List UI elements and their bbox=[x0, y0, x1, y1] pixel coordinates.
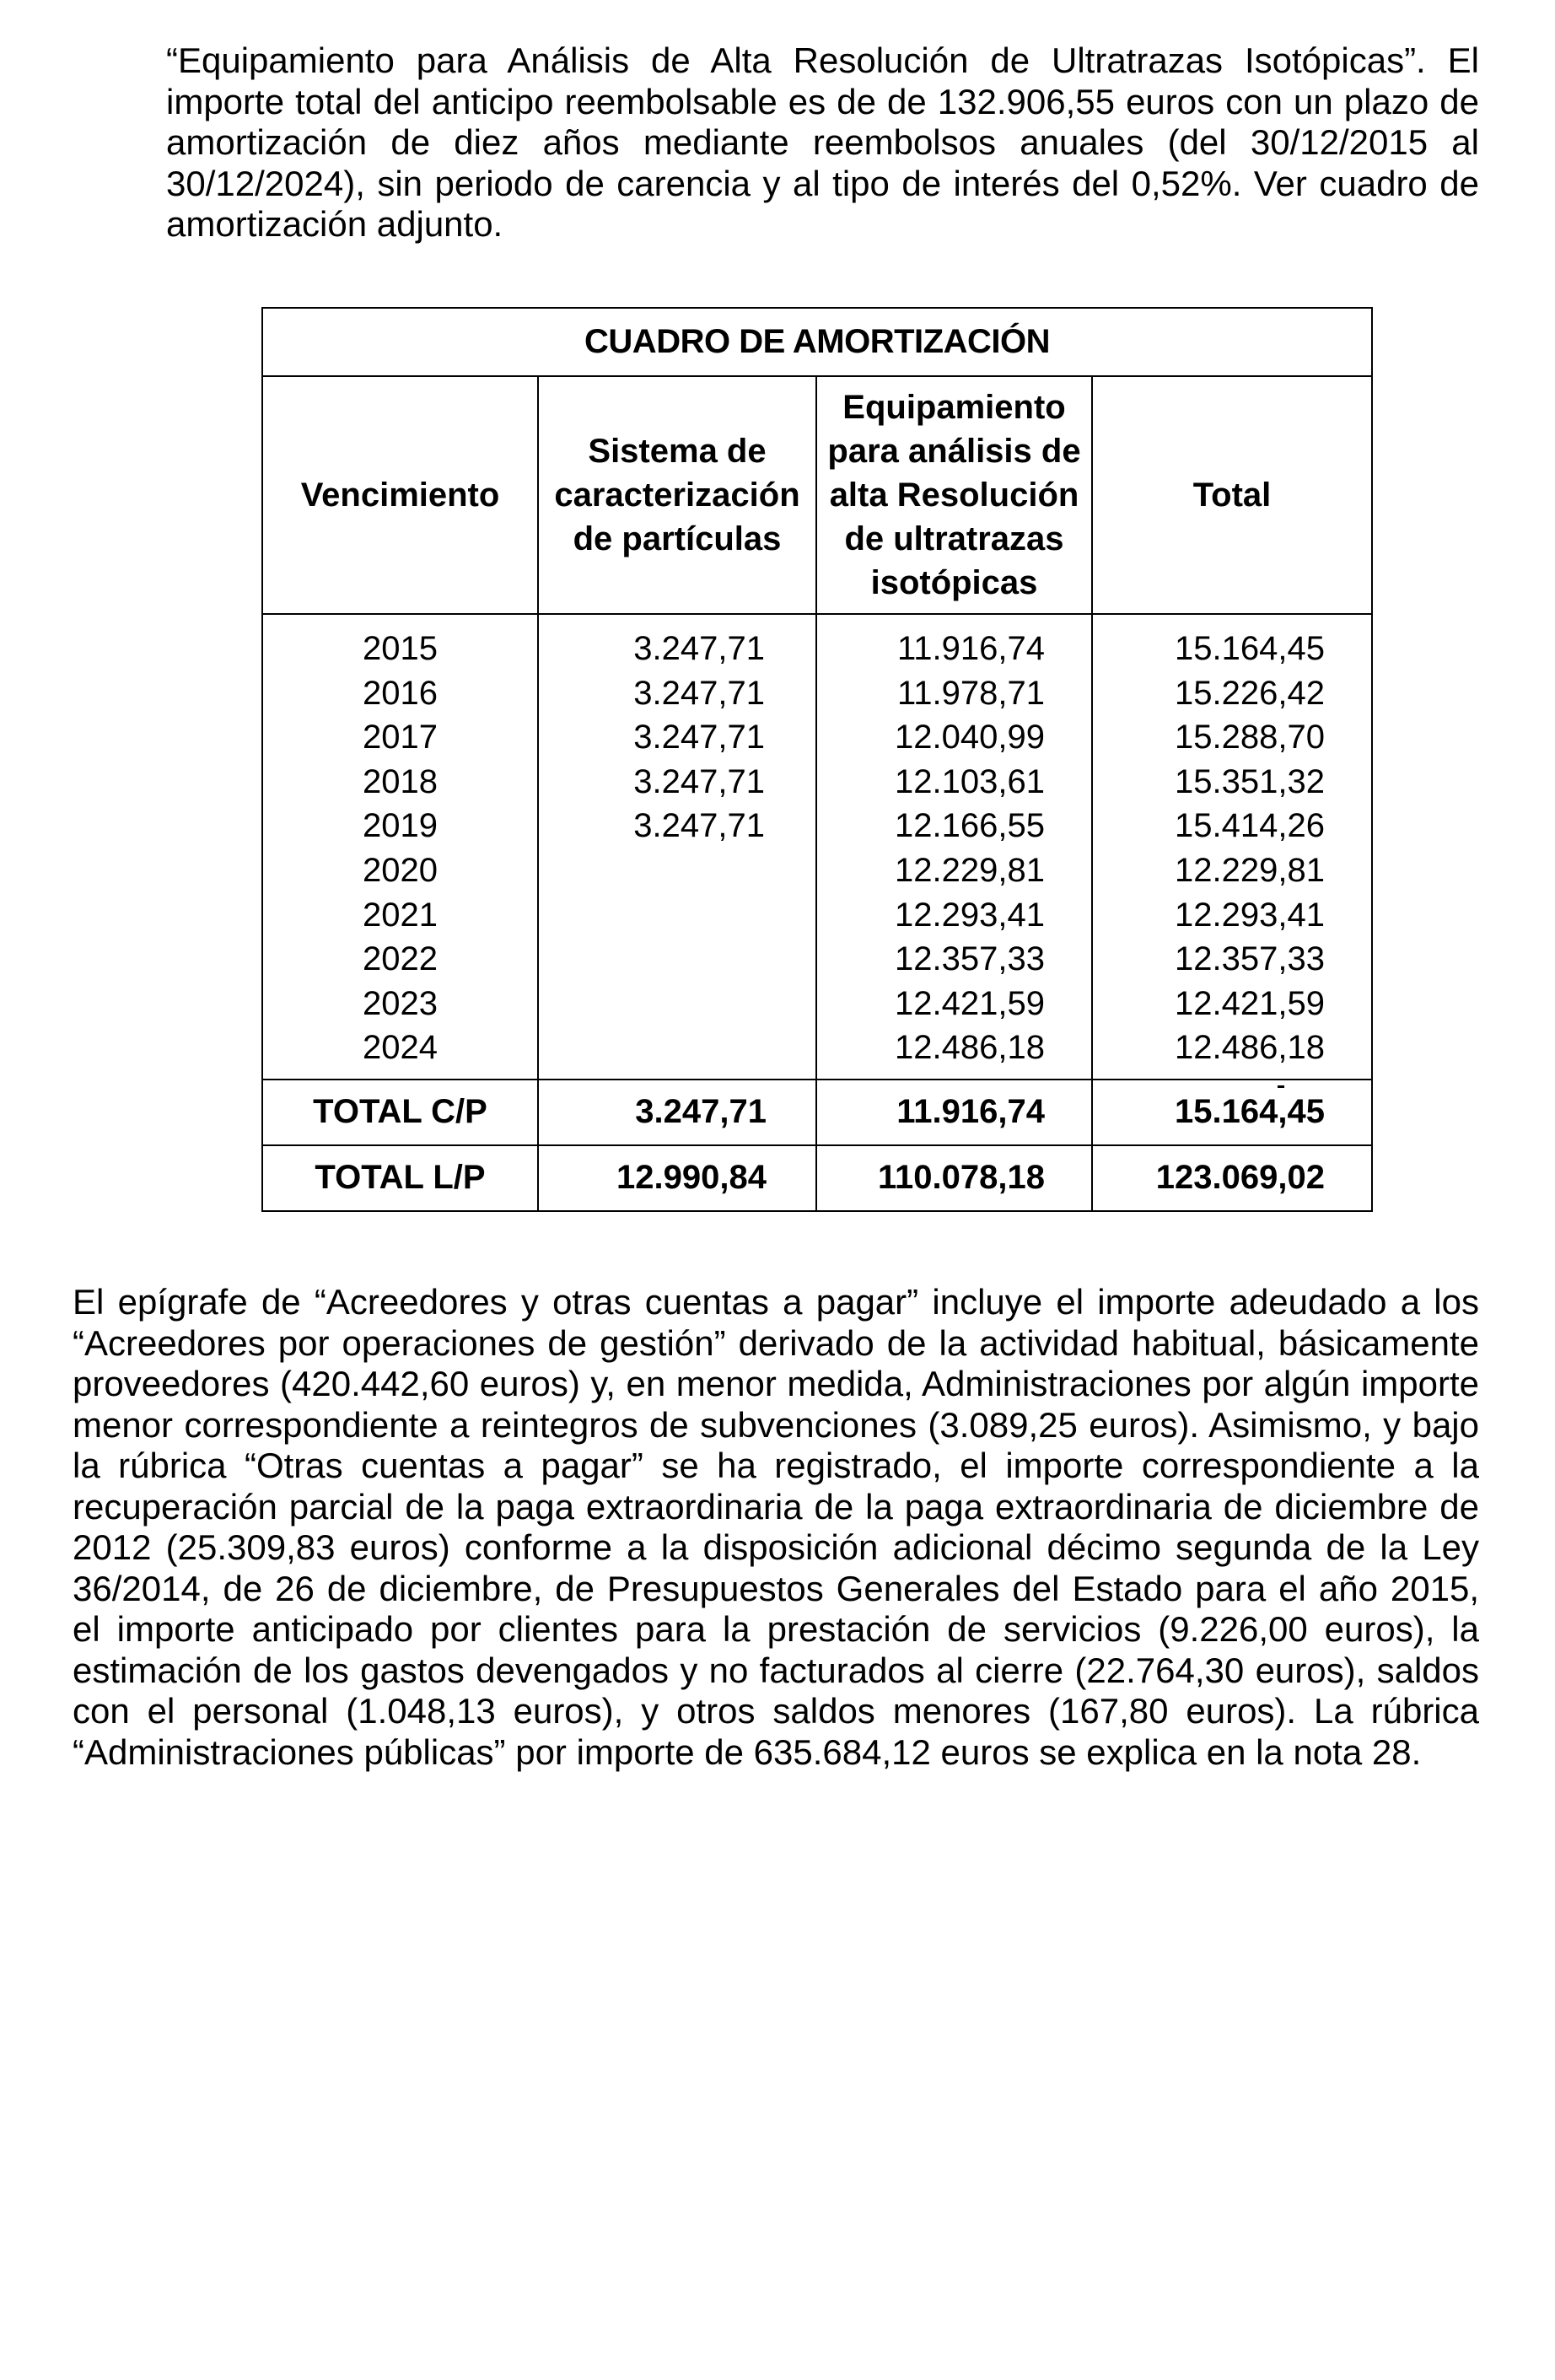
total-lp-row bbox=[262, 1145, 1372, 1211]
intro-paragraph: “Equipamiento para Análisis de Alta Resolución de Ultratrazas Isotópicas”. El importe total del anticipo reembolsable es de de 132.906,55 euros con un plazo de amortización de diez años mediante reembolsos anuales (del 30/12/2015 al 30/12/2024), sin periodo de carencia y al tipo de interés del 0,52%. Ver cuadro de amortización adjunto. bbox=[166, 40, 1479, 244]
body-paragraph: El epígrafe de “Acreedores y otras cuentas a pagar” incluye el importe adeudado a los “Acreedores por operaciones de gestión” derivado de la actividad habitual, básicamente proveedores (420.442,60 euros) y, en menor medida, Administraciones por algún importe menor correspondiente a reintegros de subvenciones (3.089,25 euros). Asimismo, y bajo la rúbrica “Otras cuentas a pagar” se ha registrado, el importe correspondiente a la recuperación parcial de la paga extraordinaria de la paga extraordinaria de diciembre de 2012 (25.309,83 euros) conforme a la disposición adicional décimo segunda de la Ley 36/2014, de 26 de diciembre, de Presupuestos Generales del Estado para el año 2015, el importe anticipado por clientes para la prestación de servicios (9.226,00 euros), la estimación de los gastos devengados y no facturados al cierre (22.764,30 euros), saldos con el personal (1.048,13 euros), y otros saldos menores (167,80 euros). La rúbrica “Administraciones públicas” por importe de 635.684,12 euros se explica en la nota 28. bbox=[73, 1282, 1479, 1772]
total-cp-label: TOTAL C/P bbox=[262, 1080, 538, 1145]
year-cell: 2023 bbox=[363, 984, 438, 1022]
total-cell: 15.351,32 bbox=[1175, 762, 1325, 800]
equipamiento-cell: 12.421,59 bbox=[895, 984, 1045, 1022]
total-cp-sistema: 3.247,71 bbox=[538, 1080, 816, 1145]
sistema-cell: 3.247,71 bbox=[633, 630, 765, 667]
column-sistema bbox=[538, 614, 816, 1080]
total-lp-label: TOTAL L/P bbox=[262, 1145, 538, 1211]
total-cp-total: 15.164,45 bbox=[1092, 1080, 1372, 1145]
total-cell: 12.357,33 bbox=[1175, 940, 1325, 978]
equipamiento-cell: 12.357,33 bbox=[895, 940, 1045, 978]
sistema-cell bbox=[539, 893, 815, 938]
total-lp-sistema: 12.990,84 bbox=[538, 1145, 816, 1211]
column-years bbox=[262, 614, 538, 1080]
amortization-table bbox=[261, 307, 1373, 1212]
year-cell: 2020 bbox=[363, 851, 438, 889]
total-lp-total: 123.069,02 bbox=[1092, 1145, 1372, 1211]
total-lp-equipamiento: 110.078,18 bbox=[816, 1145, 1092, 1211]
sistema-cell: 3.247,71 bbox=[633, 719, 765, 757]
equipamiento-cell: 11.978,71 bbox=[897, 674, 1045, 712]
stray-dash-mark bbox=[1278, 1085, 1284, 1088]
sistema-cell bbox=[539, 982, 815, 1026]
total-cell: 12.421,59 bbox=[1175, 984, 1325, 1022]
year-cell: 2018 bbox=[363, 762, 438, 800]
sistema-cell bbox=[539, 937, 815, 982]
year-cell: 2015 bbox=[363, 630, 438, 667]
table-title: CUADRO DE AMORTIZACIÓN bbox=[262, 308, 1372, 376]
equipamiento-cell: 12.229,81 bbox=[895, 851, 1045, 889]
year-cell: 2022 bbox=[363, 940, 438, 978]
sistema-cell bbox=[539, 1026, 815, 1070]
equipamiento-cell: 12.486,18 bbox=[895, 1029, 1045, 1067]
total-cell: 12.293,41 bbox=[1175, 896, 1325, 934]
year-cell: 2017 bbox=[363, 719, 438, 757]
total-cell: 15.164,45 bbox=[1175, 630, 1325, 667]
total-cell: 15.288,70 bbox=[1175, 719, 1325, 757]
column-total bbox=[1092, 614, 1372, 1080]
header-equipamiento: Equipamiento para análisis de alta Resolución de ultratrazas isotópicas bbox=[816, 376, 1092, 614]
total-cp-row bbox=[262, 1080, 1372, 1145]
sistema-cell: 3.247,71 bbox=[633, 674, 765, 712]
year-cell: 2016 bbox=[363, 674, 438, 712]
total-cp-equipamiento: 11.916,74 bbox=[816, 1080, 1092, 1145]
total-cell: 12.486,18 bbox=[1175, 1029, 1325, 1067]
column-equipamiento bbox=[816, 614, 1092, 1080]
header-sistema: Sistema de caracterización de partículas bbox=[538, 376, 816, 614]
year-cell: 2024 bbox=[363, 1029, 438, 1067]
header-vencimiento: Vencimiento bbox=[262, 376, 538, 614]
sistema-cell: 3.247,71 bbox=[633, 807, 765, 845]
equipamiento-cell: 11.916,74 bbox=[897, 630, 1045, 667]
equipamiento-cell: 12.103,61 bbox=[895, 762, 1045, 800]
year-cell: 2021 bbox=[363, 896, 438, 934]
total-cell: 12.229,81 bbox=[1175, 851, 1325, 889]
equipamiento-cell: 12.040,99 bbox=[895, 719, 1045, 757]
total-cell: 15.414,26 bbox=[1175, 807, 1325, 845]
header-total: Total bbox=[1092, 376, 1372, 614]
equipamiento-cell: 12.166,55 bbox=[895, 807, 1045, 845]
equipamiento-cell: 12.293,41 bbox=[895, 896, 1045, 934]
year-cell: 2019 bbox=[363, 807, 438, 845]
sistema-cell: 3.247,71 bbox=[633, 762, 765, 800]
total-cell: 15.226,42 bbox=[1175, 674, 1325, 712]
sistema-cell bbox=[539, 848, 815, 893]
